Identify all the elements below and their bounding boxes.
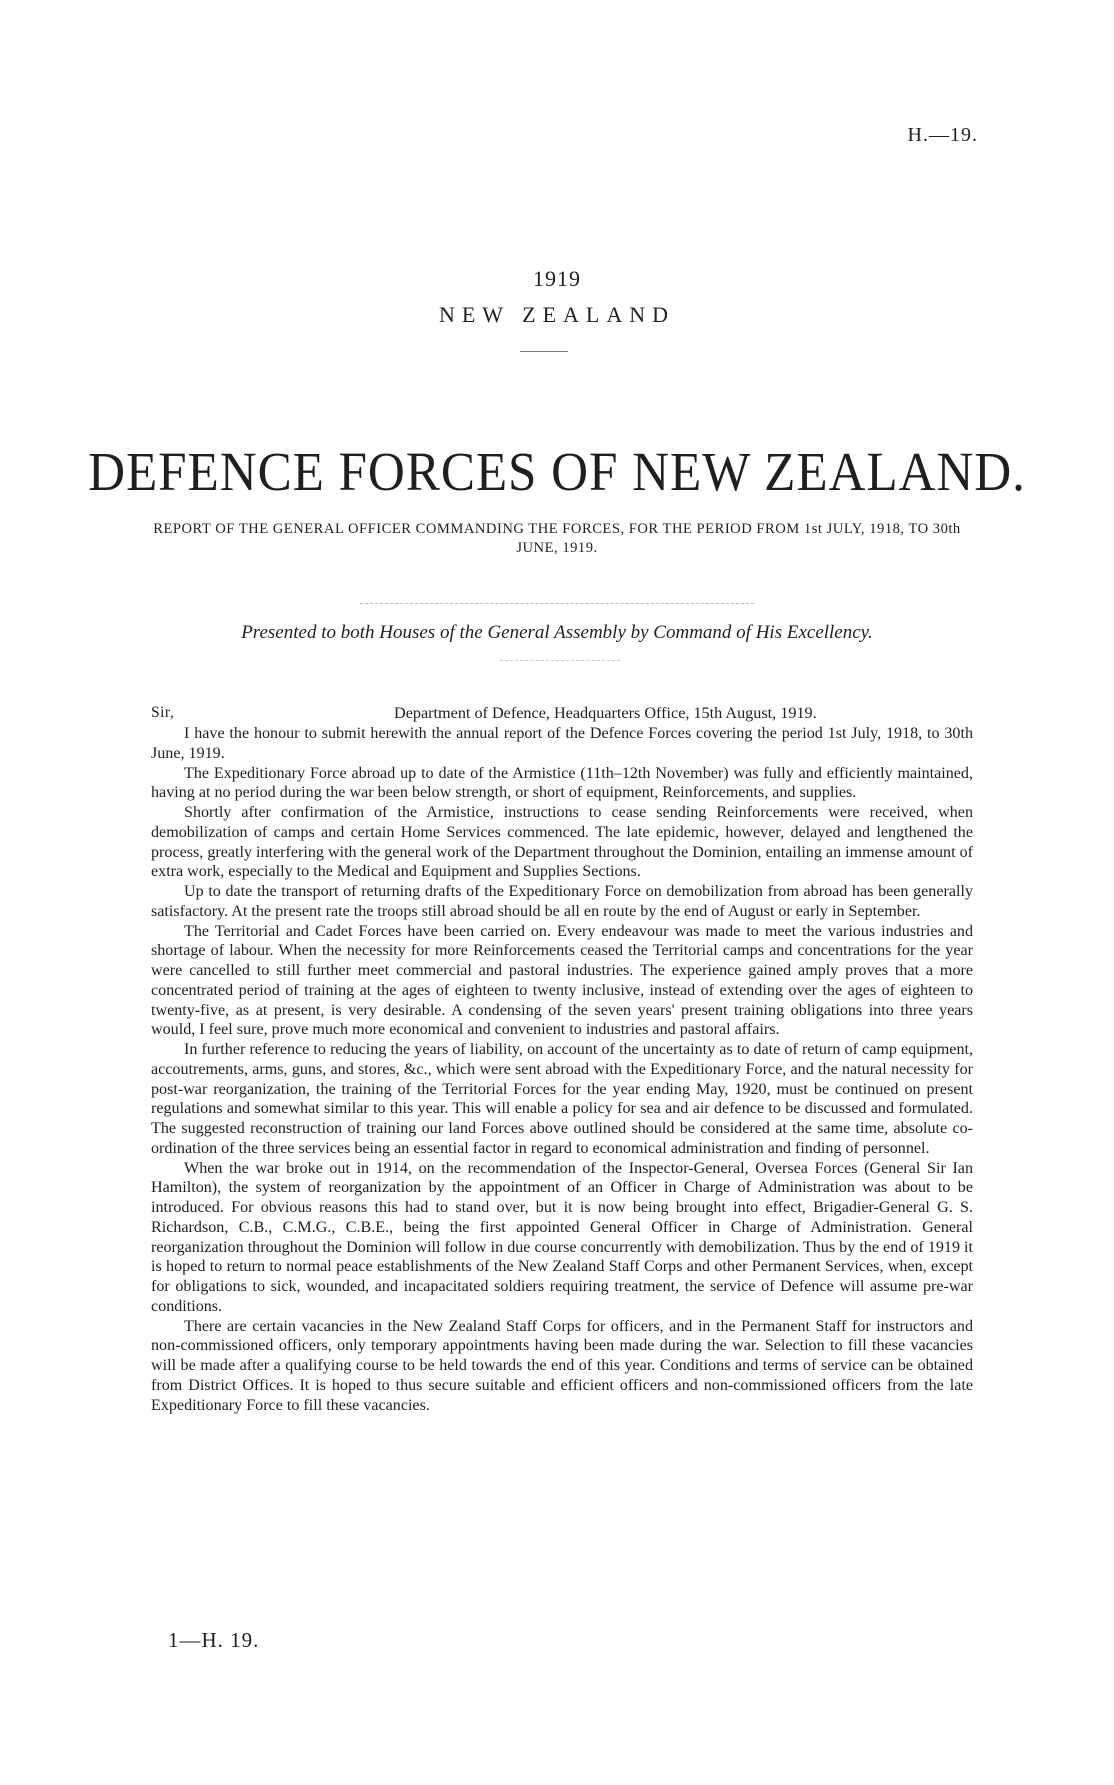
page-number: H.—19. — [907, 124, 978, 146]
paragraph: The Expeditionary Force abroad up to date of the Armistice (11th–12th November) was fully and efficiently maintained, having at no period during the war been below strength, or short of equipment, Reinforcements, and supplies. — [151, 764, 973, 802]
paragraph: When the war broke out in 1914, on the recommendation of the Inspector-General, Oversea Forces (General Sir Ian Hamilton), the system of reorganization by the appointment of an Officer in Charge of Administration was about to be introduced. For obvious reasons this had to stand over, but it is now being brought into effect, Brigadier-General G. S. Richardson, C.B., C.M.G., C.B.E., being the first appointed General Officer in Charge of Administration. General reorganization throughout the Dominion will follow in due course concurrently with demobilization. Thus by the end of 1919 it is hoped to return to normal peace establishments of the New Zealand Staff Corps and other Permanent Services, when, except for obligations to sick, wounded, and incapacitated soldiers requiring treatment, the service of Defence will assume pre-war conditions. — [151, 1159, 973, 1315]
sheet-signature: 1—H. 19. — [168, 1628, 260, 1652]
paragraph: I have the honour to submit herewith the annual report of the Defence Forces covering the period 1st July, 1918, to 30th June, 1919. — [151, 725, 973, 762]
country-heading: NEW ZEALAND — [438, 302, 676, 327]
paragraph: Up to date the transport of returning drafts of the Expeditionary Force on demobilization from abroad has been generally satisfactory. At the present rate the troops still abroad should be all en route by the end of August or early in September. — [151, 883, 973, 920]
paragraph: There are certain vacancies in the New Zealand Staff Corps for officers, and in the Permanent Staff for instructors and non-commissioned officers, only temporary appointments having been made during the war. Selection to fill these vacancies will be made after a qualifying course to be held towards the end of this year. Conditions and terms of service can be obtained from District Offices. It is hoped to thus secure suitable and efficient officers and non-commissioned officers from the late Expeditionary Force to fill these vacancies. — [151, 1317, 973, 1414]
document-year: 1919 — [533, 266, 581, 291]
letter-body — [151, 724, 973, 1415]
presentation-line: Presented to both Houses of the General Assembly by Command of His Excellency. — [241, 622, 873, 643]
divider-rule — [500, 660, 620, 661]
paragraph: Shortly after confirmation of the Armistice, instructions to cease sending Reinforcements were received, when demobilization of camps and certain Home Services commenced. The late epidemic, however, delayed and lengthened the process, greatly interfering with the general work of the Department throughout the Dominion, entailing an immense amount of extra work, especially to the Medical and Equipment and Supplies Sections. — [151, 804, 973, 881]
letter-address: Department of Defence, Headquarters Office, 15th August, 1919. — [394, 704, 817, 722]
document-subtitle: REPORT OF THE GENERAL OFFICER COMMANDING THE FORCES, FOR THE PERIOD FROM 1st JULY, 1918, TO 30th JUNE, 1919. — [153, 521, 961, 556]
letter-salutation: Sir, — [151, 704, 175, 721]
divider-rule — [520, 351, 568, 352]
paragraph: In further reference to reducing the years of liability, on account of the uncertainty as to date of return of camp equipment, accoutrements, arms, guns, and stores, &c., which were sent abroad with the Expeditionary Force, and the natural necessity for post-war reorganization, the training of the Territorial Forces for the year ending May, 1920, must be continued on present regulations and somewhat similar to this year. This will enable a policy for sea and air defence to be discussed and formulated. The suggested reconstruction of training our land Forces above outlined should be considered at the same time, absolute co-ordination of the three services being an essential factor in regard to economical administration and finding of personnel. — [151, 1041, 973, 1157]
paragraph: The Territorial and Cadet Forces have been carried on. Every endeavour was made to meet the various industries and shortage of labour. When the necessity for more Reinforcements ceased the Territorial camps and concentrations for the year were cancelled to still further meet commercial and pastoral industries. The experience gained amply proves that a more concentrated period of training at the ages of eighteen to twenty inclusive, instead of extending over the ages of eighteen to twenty-five, as at present, is very desirable. A condensing of the seven years' present training obligations into three years would, I feel sure, prove much more economical and convenient to industries and pastoral affairs. — [151, 922, 973, 1039]
document-title: DEFENCE FORCES OF NEW ZEALAND. — [88, 441, 1026, 502]
divider-rule — [360, 603, 754, 604]
